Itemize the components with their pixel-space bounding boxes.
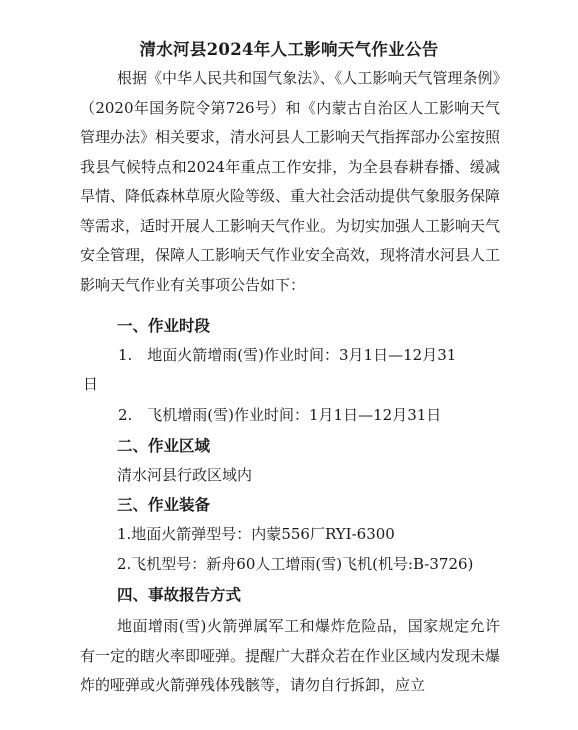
section-heading-schedule: 一、作业时段	[117, 316, 211, 335]
document-title: 清水河县2024年人工影响天气作业公告	[139, 40, 439, 59]
incident-report-paragraph: 地面增雨(雪)火箭弹属军工和爆炸危险品，国家规定允许有一定的瞎火率即哑弹。提醒广大群众若在作业区域内发现未爆炸的哑弹或火箭弹残体残骸等，请勿自行拆卸，应立	[80, 617, 501, 694]
area-content: 清水河县行政区域内	[117, 466, 253, 484]
section-heading-area: 二、作业区域	[117, 436, 211, 455]
equipment-item-rocket: 1.地面火箭弹型号：内蒙556厂RYI-6300	[117, 525, 395, 543]
section-heading-incident-report: 四、事故报告方式	[117, 585, 242, 604]
intro-paragraph: 根据《中华人民共和国气象法》、《人工影响天气管理条例》（2020年国务院令第726号）和《内蒙古自治区人工影响天气管理办法》相关要求，清水河县人工影响天气指挥部办公室按照我县气候特点和2024年重点工作安排，为全县春耕春播、缓减旱情、降低森林草原火险等级、重大社会活动提供气象服务保障等需求，适时开展人工影响天气作业。为切实加强人工影响天气安全管理，保障人工影响天气作业安全高效，现将清水河县人工影响天气作业有关事项公告如下：	[80, 69, 501, 294]
equipment-item-aircraft: 2.飞机型号：新舟60人工增雨(雪)飞机(机号:B-3726)	[117, 555, 474, 573]
schedule-item-rocket: 1. 地面火箭增雨(雪)作业时间：3月1日—12月31	[118, 346, 457, 364]
schedule-item-rocket-continued: 日	[83, 375, 99, 393]
section-heading-equipment: 三、作业装备	[117, 495, 211, 514]
schedule-item-aircraft: 2. 飞机增雨(雪)作业时间：1月1日—12月31日	[118, 406, 442, 424]
